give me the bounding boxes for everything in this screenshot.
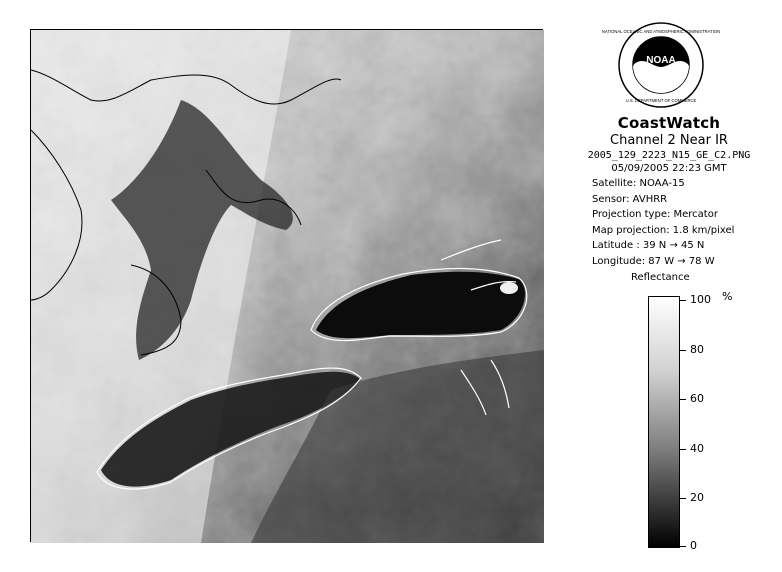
product-title: CoastWatch (617, 114, 721, 132)
colorbar-tick-label: 60 (690, 392, 704, 405)
logo-ring-text-top: NATIONAL OCEANIC AND ATMOSPHERIC ADMINISTRATION (601, 29, 721, 34)
noaa-logo (601, 22, 721, 108)
colorbar-unit: % (722, 290, 733, 303)
colorbar-tick (680, 498, 686, 499)
colorbar-tick (680, 350, 686, 351)
metadata-block (592, 176, 782, 269)
logo-ring-text-bottom: U.S. DEPARTMENT OF COMMERCE (625, 98, 697, 103)
colorbar-tick-label: 0 (690, 539, 697, 552)
colorbar-tick-label: 100 (690, 293, 711, 306)
sensor-line: Sensor: AVHRR (592, 193, 668, 205)
colorbar-tick-label: 80 (690, 343, 704, 356)
satellite-image-canvas (31, 30, 544, 543)
colorbar-title: Reflectance (631, 272, 690, 283)
colorbar-tick (680, 399, 686, 400)
colorbar-tick (680, 300, 686, 301)
bright-patch (500, 282, 518, 294)
colorbar (648, 296, 680, 548)
longitude-line: Longitude: 87 W → 78 W (592, 255, 715, 267)
info-header (566, 114, 772, 174)
satellite-image (30, 29, 543, 542)
datetime: 05/09/2005 22:23 GMT (611, 163, 727, 174)
projection-type-line: Projection type: Mercator (592, 209, 718, 220)
colorbar-tick (680, 449, 686, 450)
map-projection-line: Map projection: 1.8 km/pixel (592, 224, 735, 236)
latitude-line: Latitude : 39 N → 45 N (592, 240, 705, 251)
colorbar-tick-label: 40 (690, 442, 704, 455)
colorbar-tick-label: 20 (690, 491, 704, 504)
colorbar-tick (680, 546, 686, 547)
filename: 2005_129_2223_N15_GE_C2.PNG (587, 150, 751, 161)
satellite-line: Satellite: NOAA-15 (592, 178, 685, 189)
channel-subtitle: Channel 2 Near IR (610, 133, 728, 148)
logo-center-text: NOAA (646, 55, 676, 66)
